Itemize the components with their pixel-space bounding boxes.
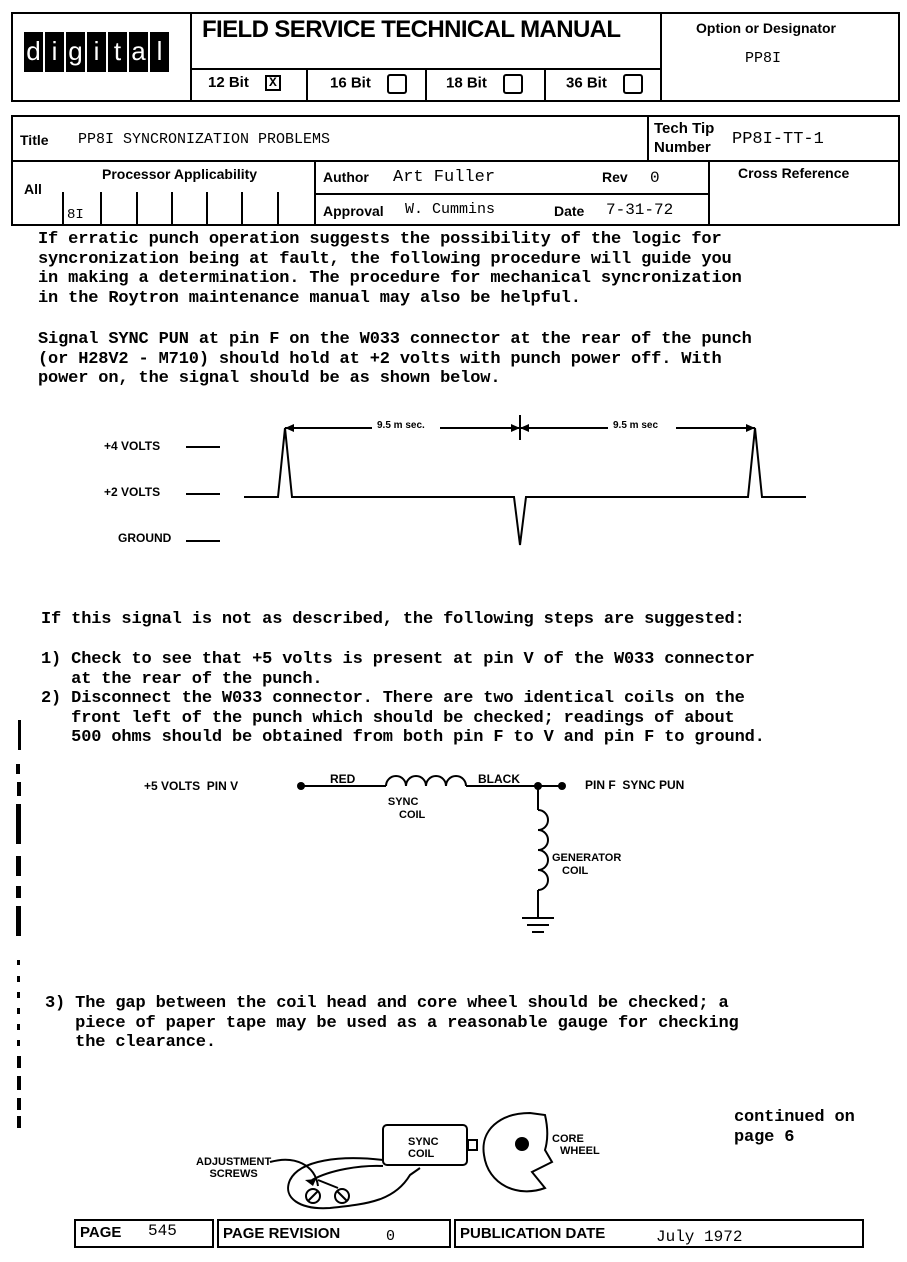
divider	[660, 12, 662, 102]
divider	[314, 193, 710, 195]
divider	[425, 68, 427, 102]
label-line: SCREWS	[209, 1168, 258, 1180]
continued-note: continued on page 6	[734, 1108, 855, 1147]
level-label-2v: +2 VOLTS	[104, 485, 161, 499]
step-2: 2) Disconnect the W033 connector. There are two identical coils on the front left of the punch which should be checked; readings of about 500 ohms should be obtained from both pin F to V and pin F to ground.	[41, 689, 765, 748]
digital-logo	[24, 32, 169, 72]
circuit-black-label: BLACK	[478, 772, 520, 786]
page-label: PAGE	[80, 1224, 122, 1241]
tech-tip-value: PP8I-TT-1	[732, 130, 824, 149]
label-line: SYNC	[387, 796, 419, 808]
divider	[647, 160, 900, 162]
bit-label: 36 Bit	[566, 74, 607, 92]
rev-label: Rev	[602, 169, 628, 185]
label-line: CORE	[552, 1133, 584, 1145]
waveform-diagram	[0, 400, 907, 560]
label-line: SYNC	[408, 1136, 439, 1148]
intro-paragraph: If erratic punch operation suggests the possibility of the logic for syncronization being at fault, the following procedure will guide you in making a determination. The procedure for mechanical syncronization in the Roytron maintenance manual may also be helpful.	[38, 230, 742, 308]
level-label-4v: +4 VOLTS	[104, 439, 161, 453]
tick	[100, 192, 102, 226]
interval-label-1: 9.5 m sec.	[374, 420, 428, 431]
circuit-right-label: PIN F SYNC PUN	[585, 778, 685, 792]
bit-option-36	[566, 74, 643, 94]
bit-option-18	[446, 74, 523, 94]
interval-label-2: 9.5 m sec	[610, 420, 661, 431]
title-value: PP8I SYNCRONIZATION PROBLEMS	[78, 131, 331, 148]
bit-label: 18 Bit	[446, 74, 487, 92]
logo-letter: l	[150, 32, 169, 72]
signal-paragraph: Signal SYNC PUN at pin F on the W033 connector at the rear of the punch (or H28V2 - M710) should hold at +2 volts with punch power off. With power on, the signal should be as shown below.	[38, 330, 752, 389]
date-label: Date	[554, 203, 585, 219]
bit-label: 12 Bit	[208, 74, 249, 91]
divider	[11, 160, 649, 162]
tick	[171, 192, 173, 226]
author-label: Author	[323, 169, 369, 185]
mechanical-sketch	[0, 1100, 907, 1220]
label-line: ADJUSTMENT	[196, 1156, 272, 1168]
page-revision-label: PAGE REVISION	[223, 1225, 341, 1242]
publication-date-value: July 1972	[656, 1228, 743, 1246]
circuit-red-label: RED	[330, 772, 356, 786]
page-value: 545	[148, 1222, 177, 1240]
tick	[62, 192, 64, 226]
tech-tip-label-line: Number	[654, 139, 711, 156]
tick	[136, 192, 138, 226]
bit-checkbox	[387, 74, 407, 94]
logo-letter: t	[108, 32, 127, 72]
step-3: 3) The gap between the coil head and core wheel should be checked; a piece of paper tape may be used as a reasonable gauge for checking the clearance.	[45, 994, 739, 1053]
binding-marks-svg	[14, 720, 24, 1130]
tick	[241, 192, 243, 226]
approval-label: Approval	[323, 203, 384, 219]
step-1: 1) Check to see that +5 volts is present at pin V of the W033 connector at the rear of the punch.	[41, 650, 755, 689]
binding-marks	[14, 720, 22, 1130]
label-line: WHEEL	[560, 1145, 600, 1157]
page-revision-value: 0	[386, 1228, 396, 1245]
label-line: COIL	[399, 809, 426, 821]
circuit-left-label: +5 VOLTS PIN V	[144, 779, 239, 793]
level-label-ground: GROUND	[118, 531, 172, 545]
logo-letter: d	[24, 32, 43, 72]
divider	[306, 68, 308, 102]
option-value: PP8I	[745, 50, 782, 67]
option-label: Option or Designator	[696, 20, 836, 36]
author-value: Art Fuller	[393, 168, 496, 187]
coil-circuit-diagram	[0, 760, 907, 940]
logo-letter: g	[66, 32, 85, 72]
bit-option-16	[330, 74, 407, 94]
bit-label: 16 Bit	[330, 74, 371, 92]
approval-value: W. Cummins	[405, 201, 496, 218]
bit-checkbox: X	[265, 75, 281, 91]
label-line: GENERATOR	[552, 852, 622, 864]
all-label: All	[24, 181, 42, 197]
suggestion-paragraph: If this signal is not as described, the following steps are suggested:	[41, 610, 745, 629]
processor-label: Processor Applicability	[102, 166, 258, 182]
date-value: 7-31-72	[606, 201, 674, 219]
tick	[206, 192, 208, 226]
label-line: COIL	[408, 1148, 435, 1160]
rev-value: 0	[650, 169, 660, 187]
label-line: COIL	[562, 865, 589, 877]
bit-checkbox	[623, 74, 643, 94]
divider	[647, 115, 649, 162]
title-label: Title	[20, 132, 49, 148]
bit-option-12	[208, 74, 281, 92]
logo-letter: i	[45, 32, 64, 72]
bit-checkbox	[503, 74, 523, 94]
divider	[190, 12, 192, 102]
logo-letter: i	[87, 32, 106, 72]
cross-reference-label: Cross Reference	[738, 165, 850, 181]
tick	[277, 192, 279, 226]
tech-tip-label	[654, 119, 714, 157]
logo-letter: a	[129, 32, 148, 72]
publication-date-label: PUBLICATION DATE	[460, 1225, 606, 1242]
tech-tip-label-line: Tech Tip	[654, 120, 715, 137]
divider	[544, 68, 546, 102]
processor-value: 8I	[67, 207, 84, 223]
manual-title: FIELD SERVICE TECHNICAL MANUAL	[202, 16, 621, 43]
